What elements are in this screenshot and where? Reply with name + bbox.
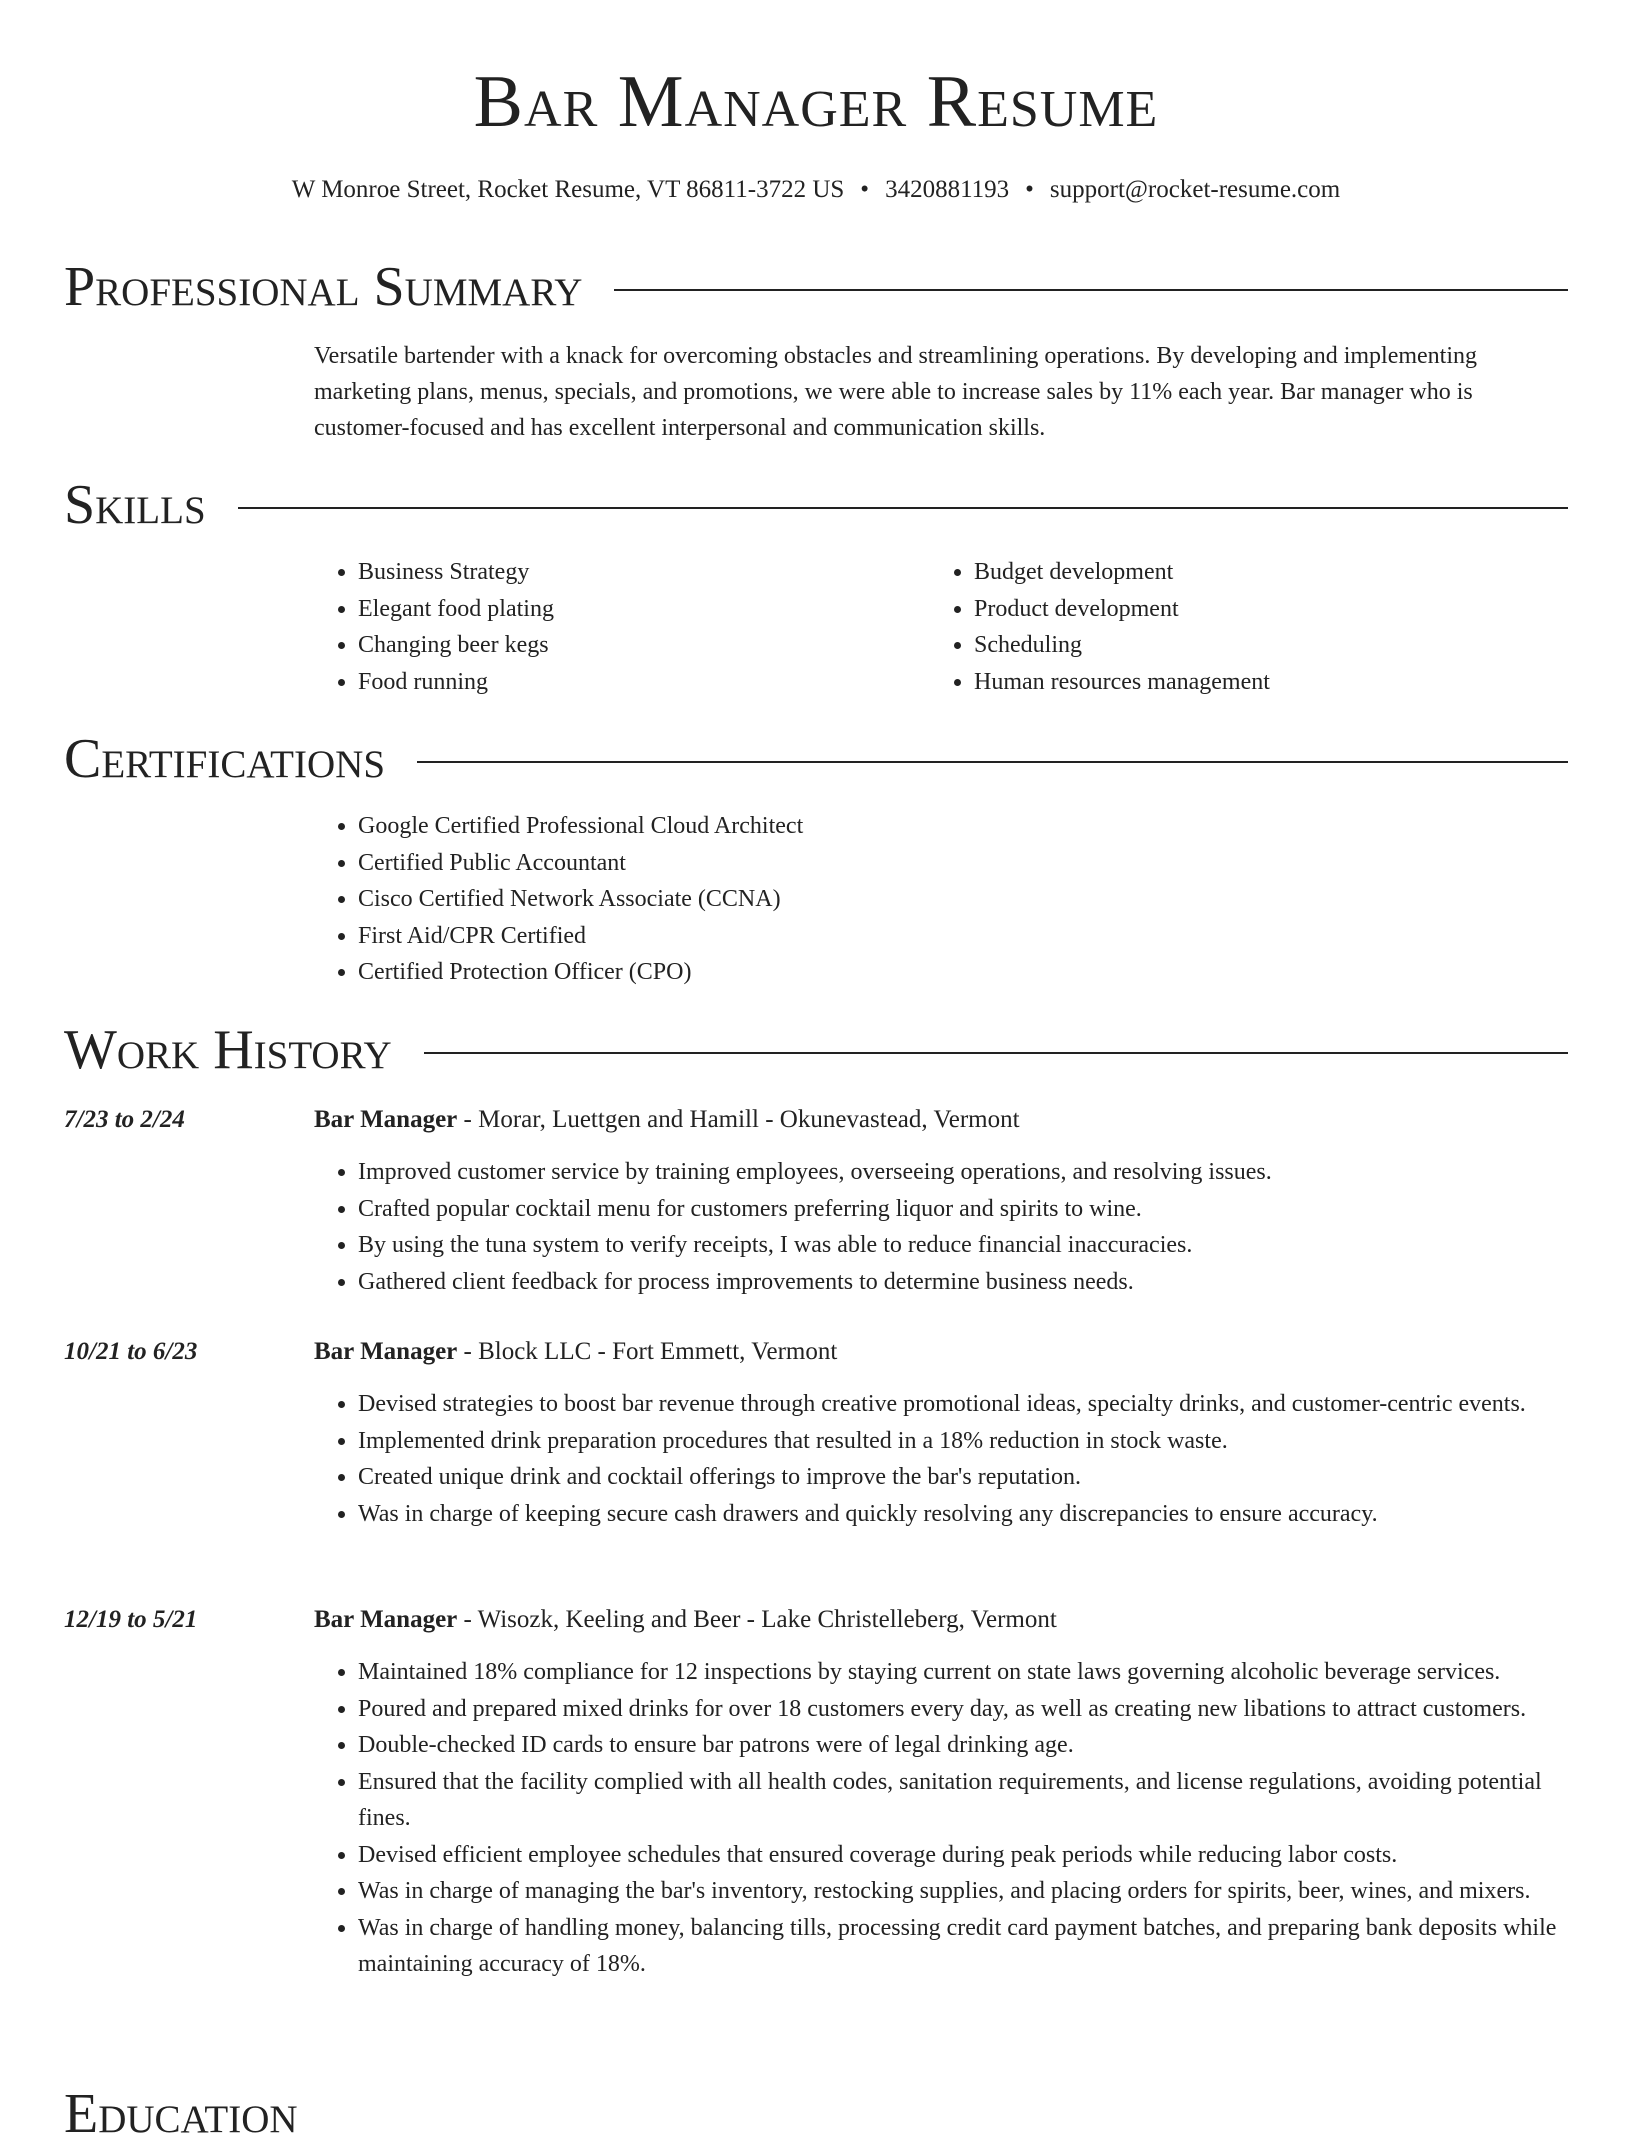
job-title-line (314, 1102, 1568, 1138)
job-duties (314, 1386, 1568, 1532)
duty-list (314, 1386, 1568, 1532)
skill-item: • Elegant food plating (358, 591, 874, 628)
resume-title: Bar Manager Resume (473, 61, 1159, 143)
duty-item: • By using the tuna system to verify receipts, I was able to reduce financial inaccuracies. (358, 1227, 1568, 1264)
job-dates: 7/23 to 2/24 (64, 1106, 185, 1133)
duty-item: • Crafted popular cocktail menu for customers preferring liquor and spirits to wine. (358, 1191, 1568, 1228)
contact-address: W Monroe Street, Rocket Resume, VT 86811-3722 US (291, 176, 845, 203)
job-duties (314, 1154, 1568, 1300)
certifications-block (314, 808, 1564, 991)
certifications-section-header (64, 727, 1568, 791)
contact-phone: 3420881193 (885, 176, 1010, 203)
duty-item: • Maintained 18% compliance for 12 inspections by staying current on state laws governing alcoholic beverage services. (358, 1654, 1568, 1691)
job-role: Bar Manager (314, 1338, 458, 1365)
certification-item: • Certified Public Accountant (358, 845, 1564, 882)
section-divider (238, 507, 1568, 509)
skill-item: • Changing beer kegs (358, 627, 874, 664)
duty-item: • Devised strategies to boost bar revenue through creative promotional ideas, specialty drinks, and customer-centric events. (358, 1386, 1568, 1423)
skills-list-left (314, 554, 874, 700)
duty-item: • Gathered client feedback for process improvements to determine business needs. (358, 1264, 1568, 1301)
job-dates: 12/19 to 5/21 (64, 1606, 198, 1633)
job-dates: 10/21 to 6/23 (64, 1338, 198, 1365)
skills-heading: Skills (64, 474, 206, 536)
skill-item: • Budget development (974, 554, 1490, 591)
contact-separator: • (1025, 176, 1034, 203)
section-divider (417, 761, 1568, 763)
job-duties (314, 1654, 1568, 1983)
skills-column-left (314, 554, 874, 700)
duty-list (314, 1154, 1568, 1300)
certifications-list (314, 808, 1564, 991)
certification-item: • Google Certified Professional Cloud Architect (358, 808, 1564, 845)
work-history-section-header (64, 1018, 1568, 1082)
certification-item: • Certified Protection Officer (CPO) (358, 954, 1564, 991)
skills-list-right (930, 554, 1490, 700)
duty-item: • Double-checked ID cards to ensure bar patrons were of legal drinking age. (358, 1727, 1568, 1764)
certification-item: • First Aid/CPR Certified (358, 918, 1564, 955)
summary-heading: Professional Summary (64, 256, 583, 318)
skill-item: • Scheduling (974, 627, 1490, 664)
certification-item: • Cisco Certified Network Associate (CCNA) (358, 881, 1564, 918)
duty-item: • Ensured that the facility complied with all health codes, sanitation requirements, and license regulations, avoiding potential fines. (358, 1764, 1568, 1837)
duty-item: • Poured and prepared mixed drinks for over 18 customers every day, as well as creating new libations to attract customers. (358, 1691, 1568, 1728)
job-employer-location: - Morar, Luettgen and Hamill - Okunevastead, Vermont (457, 1106, 1020, 1133)
job-title-line (314, 1602, 1568, 1638)
duty-item: • Was in charge of handling money, balancing tills, processing credit card payment batches, and preparing bank deposits while maintaining accuracy of 18%. (358, 1910, 1568, 1983)
contact-line (0, 172, 1632, 208)
skill-item: • Human resources management (974, 664, 1490, 701)
certifications-heading: Certifications (64, 728, 386, 790)
section-divider (614, 289, 1568, 291)
skills-column-right (930, 554, 1490, 700)
job-employer-location: - Block LLC - Fort Emmett, Vermont (457, 1338, 838, 1365)
duty-item: • Was in charge of keeping secure cash drawers and quickly resolving any discrepancies to ensure accuracy. (358, 1496, 1568, 1533)
education-heading: Education (64, 2083, 298, 2145)
education-section-header (64, 2082, 1568, 2146)
duty-list (314, 1654, 1568, 1983)
job-title-line (314, 1334, 1568, 1370)
skill-item: • Food running (358, 664, 874, 701)
contact-separator: • (860, 176, 870, 203)
section-divider (424, 1052, 1568, 1054)
duty-item: • Created unique drink and cocktail offerings to improve the bar's reputation. (358, 1459, 1568, 1496)
duty-item: • Implemented drink preparation procedures that resulted in a 18% reduction in stock waste. (358, 1423, 1568, 1460)
job-role: Bar Manager (314, 1106, 458, 1133)
job-employer-location: - Wisozk, Keeling and Beer - Lake Christelleberg, Vermont (457, 1606, 1057, 1633)
duty-item: • Improved customer service by training employees, overseeing operations, and resolving issues. (358, 1154, 1568, 1191)
skill-item: • Product development (974, 591, 1490, 628)
summary-text: Versatile bartender with a knack for overcoming obstacles and streamlining operations. By developing and implementing marketing plans, menus, specials, and promotions, we were able to increase sales by 11% each year. Bar manager who is customer-focused and has excellent interpersonal and communication skills. (314, 343, 1478, 441)
duty-item: • Was in charge of managing the bar's inventory, restocking supplies, and placing orders for spirits, beer, wines, and mixers. (358, 1873, 1568, 1910)
skill-item: • Business Strategy (358, 554, 874, 591)
contact-email: support@rocket-resume.com (1049, 176, 1341, 203)
job-role: Bar Manager (314, 1606, 458, 1633)
summary-section-header (64, 255, 1568, 319)
duty-item: • Devised efficient employee schedules that ensured coverage during peak periods while reducing labor costs. (358, 1837, 1568, 1874)
skills-section-header (64, 473, 1568, 537)
work-history-heading: Work History (64, 1019, 392, 1081)
